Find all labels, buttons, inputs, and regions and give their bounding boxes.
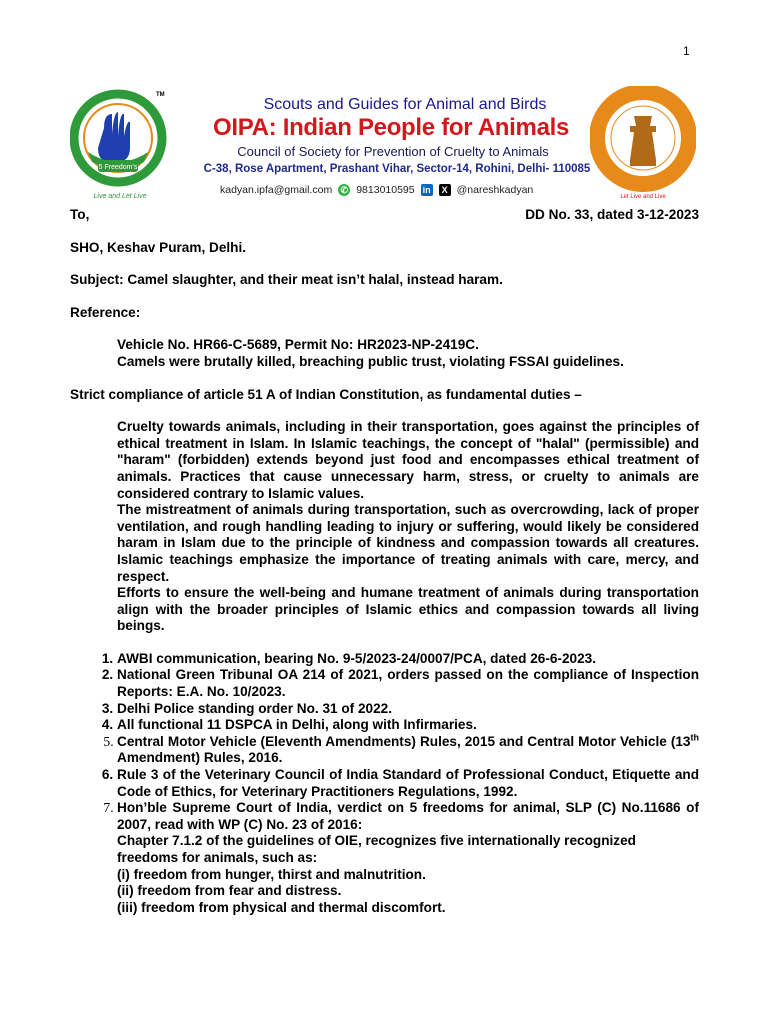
svg-text:5 Freedom's: 5 Freedom's [98,164,138,171]
freedom-item: (iii) freedom from physical and thermal discomfort. [117,899,446,915]
reference-vehicle: Vehicle No. HR66-C-5689, Permit No: HR2023-NP-2419C. [117,337,479,353]
oie-line: Chapter 7.1.2 of the guidelines of OIE, recognizes five internationally recognized freedoms for animals, such as: [117,833,636,865]
svg-text:TM: TM [156,92,165,98]
whatsapp-icon: ✆ [338,184,350,196]
list-item [117,800,699,916]
reference-list [70,651,699,917]
letterhead-tagline: Scouts and Guides for Animal and Birds [263,96,547,113]
paragraph-2: The mistreatment of animals during transportation, such as overcrowding, lack of proper ventilation, and rough handling leading to injury or suffering, would likely be considered haram in Islam due to the principle of kindness and compassion towards all creatures. Islamic teachings emphasize the importance of treating animals with care, mercy, and respect. [117,502,699,584]
list-item [117,734,699,767]
paragraph-3: Efforts to ensure the well-being and humane treatment of animals during transportation align with the broader principles of Islamic ethics and compassion towards all living beings. [117,585,699,634]
letterhead-council: Council of Society for Prevention of Cruelty to Animals [237,144,549,159]
letter-body [70,207,699,916]
reference-camels: Camels were brutally killed, breaching public trust, violating FSSAI guidelines. [117,353,624,369]
x-icon: X [439,184,451,196]
svg-text:Live and Let Live: Live and Let Live [93,193,147,200]
superscript: th [690,732,699,743]
list-item: 4. All functional 11 DSPCA in Delhi, along with Infirmaries. [117,717,699,734]
list-item: 3. Delhi Police standing order No. 31 of 2022. [117,701,699,718]
list-item-text: Central Motor Vehicle (Eleventh Amendments) Rules, 2015 and Central Motor Vehicle (13 [117,733,691,749]
letterhead-address: C-38, Rose Apartment, Prashant Vihar, Sector-14, Rohini, Delhi- 110085 [203,163,591,175]
list-item-text: 7. Hon’ble Supreme Court of India, verdict on 5 freedoms for animal, SLP (C) No.11686 of 2007, read with WP (C) No. 23 of 2016: [117,800,699,832]
freedom-item: (ii) freedom from fear and distress. [117,883,342,899]
subject: Subject: Camel slaughter, and their meat isn’t halal, instead haram. [70,272,503,288]
recipient: SHO, Keshav Puram, Delhi. [70,239,247,255]
freedom-item: (i) freedom from hunger, thirst and malnutrition. [117,866,426,882]
letterhead-contacts [220,184,600,196]
handle-text: @nareshkadyan [456,184,534,196]
list-item: 6. Rule 3 of the Veterinary Council of India Standard of Professional Conduct, Etiquette and Code of Ethics, for Veterinary Practitioners Regulations, 1992. [117,767,699,800]
linkedin-icon: in [422,185,431,195]
dd-number: DD No. 33, dated 3-12-2023 [525,207,699,222]
animal-welfare-officer-logo [590,86,696,204]
strict-compliance: Strict compliance of article 51 A of Indian Constitution, as fundamental duties – [70,386,582,402]
list-item: 2. National Green Tribunal OA 214 of 2021, orders passed on the compliance of Inspection Reports: E.A. No. 10/2023. [117,667,699,700]
letterhead [68,86,700,206]
list-item: 1. AWBI communication, bearing No. 9-5/2023-24/0007/PCA, dated 26-6-2023. [117,651,699,668]
reference-label: Reference: [70,304,141,320]
oipa-left-logo [70,86,170,204]
phone-text: 9813010595 [356,184,415,196]
paragraph-1: Cruelty towards animals, including in their transportation, goes against the principles of ethical treatment in Islam. In Islamic teachings, the concept of "halal" (permissible) and "haram" (forbidden) extends beyond just food and encompasses ethical treatment of animals. Practices that cause unnecessary harm, stress, or cruelty to animals are considered contrary to Islamic values. [117,419,699,501]
page-number: 1 [683,44,690,58]
letterhead-title: OIPA: Indian People for Animals [212,114,570,141]
list-item-tail: Amendment) Rules, 2016. [117,750,283,766]
email-text: kadyan.ipfa@gmail.com [220,184,333,196]
svg-text:Let Live and Live: Let Live and Live [620,194,666,200]
header-row [70,207,699,224]
to-label: To, [70,207,90,222]
